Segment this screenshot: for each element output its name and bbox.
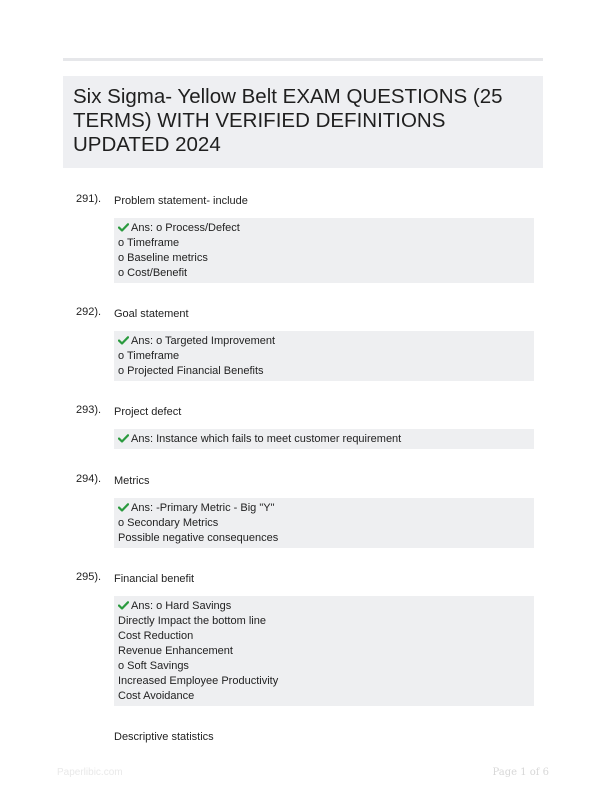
answer-line: o Baseline metrics bbox=[118, 252, 208, 264]
answer-first-line bbox=[118, 432, 530, 447]
answer-first-line bbox=[118, 334, 530, 349]
question-text: Metrics bbox=[114, 475, 150, 487]
check-icon bbox=[118, 503, 129, 512]
question-text: Goal statement bbox=[114, 308, 189, 320]
answer-line: Cost Reduction bbox=[118, 630, 194, 642]
question-number: 295). bbox=[76, 571, 102, 583]
top-divider bbox=[63, 58, 543, 61]
answer-text: Ans: o Process/Defect bbox=[131, 222, 240, 234]
page-indicator: Page 1 of 6 bbox=[492, 767, 549, 778]
answer-line: Directly Impact the bottom line bbox=[118, 615, 266, 627]
question-text: Problem statement- include bbox=[114, 195, 248, 207]
question-number: 291). bbox=[76, 193, 102, 205]
answer-text: Ans: o Hard Savings bbox=[131, 600, 232, 612]
answer-first-line bbox=[118, 221, 530, 236]
check-icon bbox=[118, 223, 129, 232]
check-icon bbox=[118, 601, 129, 610]
answer-line: o Timeframe bbox=[118, 350, 180, 362]
answer-line: Possible negative consequences bbox=[118, 532, 279, 544]
document-title: Six Sigma- Yellow Belt EXAM QUESTIONS (25 TERMS) WITH VERIFIED DEFINITIONS UPDATED 2024 bbox=[73, 85, 503, 156]
answer-box bbox=[114, 596, 534, 706]
answer-text: Ans: -Primary Metric - Big "Y" bbox=[131, 502, 275, 514]
title-banner bbox=[63, 76, 543, 168]
answer-line: o Cost/Benefit bbox=[118, 267, 188, 279]
answer-line: o Secondary Metrics bbox=[118, 517, 219, 529]
question-number: 293). bbox=[76, 404, 102, 416]
answer-text: Ans: o Targeted Improvement bbox=[131, 335, 276, 347]
answer-first-line bbox=[118, 501, 530, 516]
answer-box bbox=[114, 218, 534, 283]
answer-text: Ans: Instance which fails to meet customer requirement bbox=[131, 433, 402, 445]
question-text: Financial benefit bbox=[114, 573, 195, 585]
footer-brand: Paperlibic.com bbox=[57, 767, 123, 778]
question-number: 292). bbox=[76, 306, 102, 318]
check-icon bbox=[118, 434, 129, 443]
answer-line: o Soft Savings bbox=[118, 660, 189, 672]
answer-box bbox=[114, 498, 534, 548]
answer-line: Increased Employee Productivity bbox=[118, 675, 279, 687]
question-text: Project defect bbox=[114, 406, 182, 418]
answer-box bbox=[114, 331, 534, 381]
answer-line: Revenue Enhancement bbox=[118, 645, 233, 657]
answer-first-line bbox=[118, 599, 530, 614]
answer-line: o Timeframe bbox=[118, 237, 180, 249]
question-text: Descriptive statistics bbox=[114, 731, 214, 743]
question-number: 294). bbox=[76, 473, 102, 485]
check-icon bbox=[118, 336, 129, 345]
answer-line: o Projected Financial Benefits bbox=[118, 365, 264, 377]
answer-box bbox=[114, 429, 534, 449]
answer-line: Cost Avoidance bbox=[118, 690, 195, 702]
